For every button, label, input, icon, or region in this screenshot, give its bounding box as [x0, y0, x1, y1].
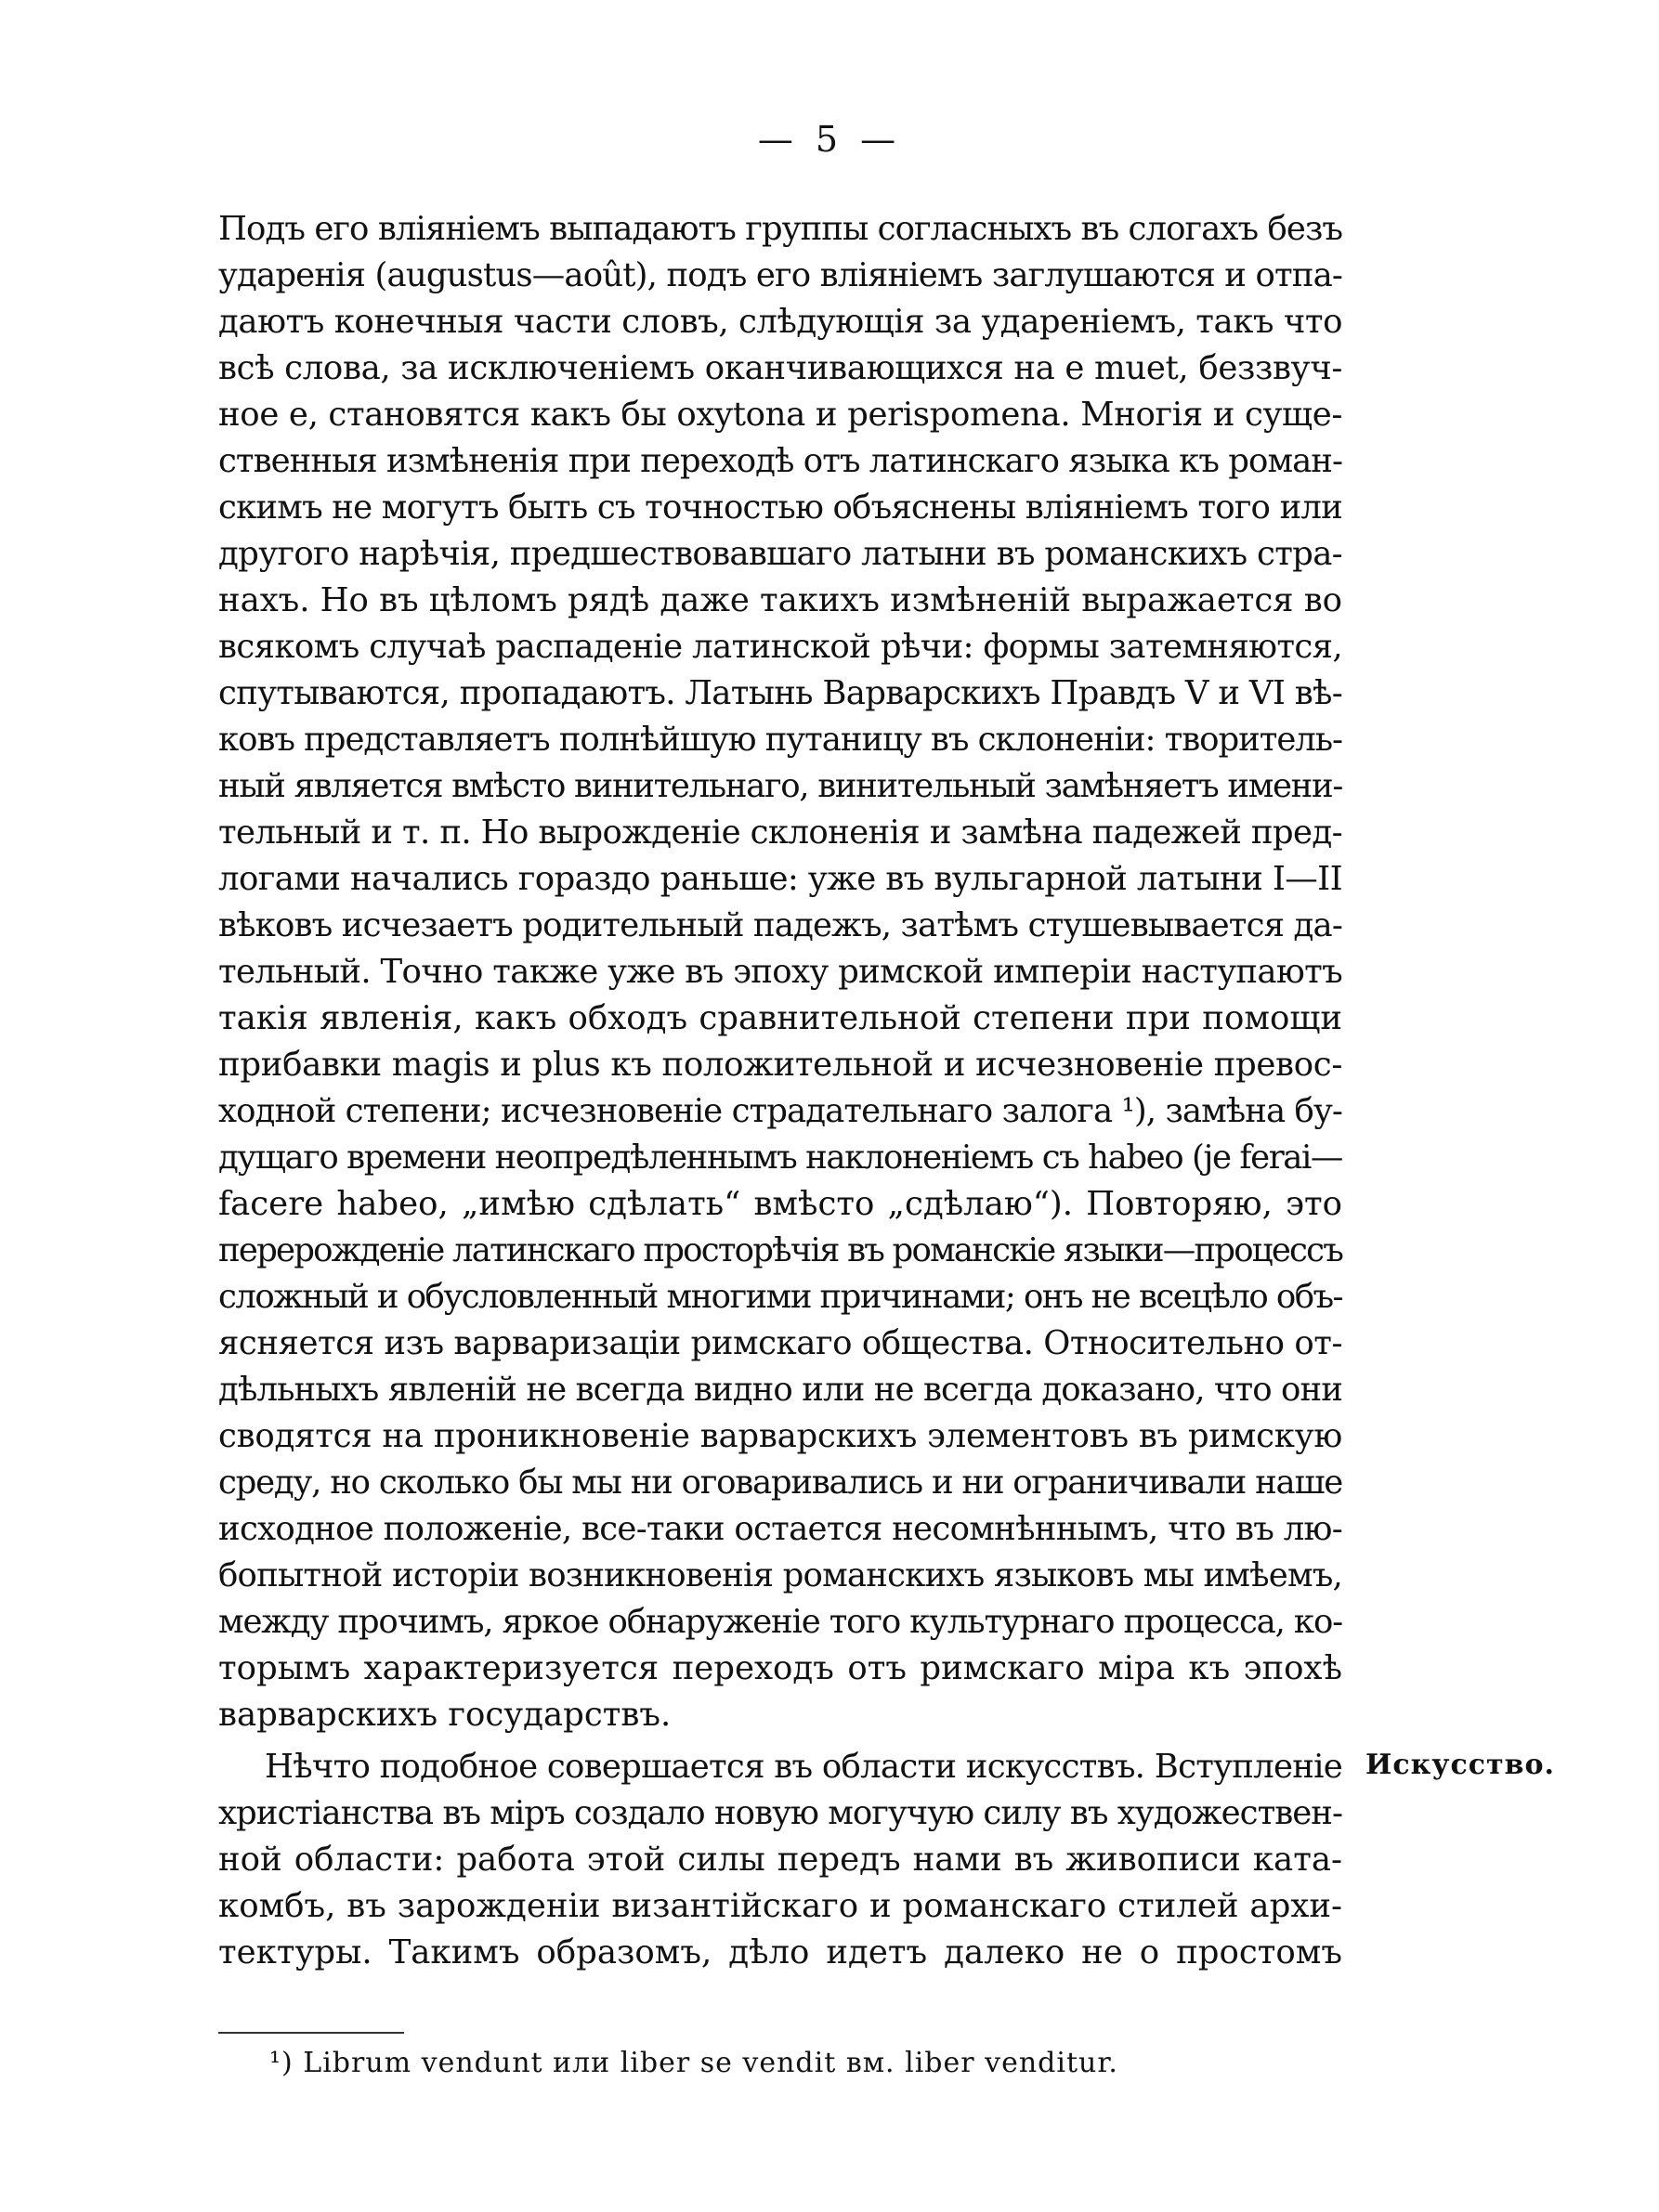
text-line: такія явленія, какъ обходъ сравнительной степени при помощи — [218, 999, 1342, 1037]
text-line: другого нарѣчія, предшествовавшаго латыни въ романскихъ стра- — [218, 535, 1342, 573]
text-line: нахъ. Но въ цѣломъ рядѣ даже такихъ измѣненій выражается во — [218, 581, 1342, 619]
page-number: — 5 — — [757, 119, 902, 160]
text-line: Подъ его вліяніемъ выпадаютъ группы согласныхъ въ слогахъ безъ — [218, 210, 1342, 248]
text-line: спутываются, пропадаютъ. Латынь Варварскихъ Правдъ V и VI вѣ- — [218, 674, 1342, 712]
text-line: торымъ характеризуется переходъ отъ римскаго міра къ эпохѣ — [218, 1649, 1342, 1687]
text-line: варварскихъ государствъ. — [218, 1696, 672, 1734]
text-line: тектуры. Такимъ образомъ, дѣло идетъ далеко не о простомъ — [218, 1933, 1342, 1971]
text-line: даютъ конечныя части словъ, слѣдующія за удареніемъ, такъ что — [218, 303, 1342, 341]
text-line: скимъ не могутъ быть съ точностью объяснены вліяніемъ того или — [218, 488, 1342, 527]
text-line: ходной степени; исчезновеніе страдательнаго залога ¹), замѣна бу- — [218, 1092, 1342, 1130]
text-line: исходное положеніе, все-таки остается несомнѣннымъ, что въ лю- — [218, 1510, 1342, 1548]
text-line: facere habeo, „имѣю сдѣлать“ вмѣсто „сдѣлаю“). Повторяю, это — [218, 1185, 1342, 1223]
text-line: вѣковъ исчезаетъ родительный падежъ, затѣмъ стушевывается да- — [218, 906, 1342, 944]
text-line: Нѣчто подобное совершается въ области искусствъ. Вступленіе — [265, 1748, 1342, 1786]
footnote — [269, 2045, 1118, 2082]
footnote-divider — [218, 2032, 404, 2034]
text-line: всякомъ случаѣ распаденіе латинской рѣчи: формы затемняются, — [218, 628, 1342, 666]
text-line: тельный. Точно также уже въ эпоху римской имперіи наступаютъ — [218, 953, 1342, 991]
text-line: ное e, становятся какъ бы oxytona и perispomena. Многія и суще- — [218, 396, 1342, 434]
text-line: прибавки magis и plus къ положительной и исчезновеніе превос- — [218, 1046, 1342, 1084]
text-line: сложный и обусловленный многими причинами; онъ не всецѣло объ- — [218, 1278, 1342, 1316]
text-line: ный является вмѣсто винительнаго, винительный замѣняетъ имени- — [218, 767, 1342, 805]
text-line: среду, но сколько бы мы ни оговаривались и ни ограничивали наше — [218, 1464, 1342, 1502]
text-line: ковъ представляетъ полнѣйшую путаницу въ склоненіи: творитель- — [218, 721, 1342, 759]
text-line: между прочимъ, яркое обнаруженіе того культурнаго процесса, ко- — [218, 1603, 1342, 1641]
text-line: ной области: работа этой силы передъ нами въ живописи ката- — [218, 1841, 1342, 1879]
text-line: логами начались гораздо раньше: уже въ вульгарной латыни I—II — [218, 860, 1342, 898]
text-line: бопытной исторіи возникновенія романскихъ языковъ мы имѣемъ, — [218, 1556, 1342, 1594]
text-line: ударенія (augustus—août), подъ его вліяніемъ заглушаются и отпа- — [218, 256, 1342, 294]
text-line: всѣ слова, за исключеніемъ оканчивающихся на e muet, беззвуч- — [218, 349, 1342, 387]
paragraph-1 — [218, 206, 1342, 1738]
paragraph-2 — [218, 1744, 1342, 1976]
text-line: перерожденіе латинскаго просторѣчія въ романскіе языки—процессъ — [218, 1231, 1342, 1269]
text-line: ственныя измѣненія при переходѣ отъ латинскаго языка къ роман- — [218, 442, 1342, 480]
text-line: комбъ, въ зарожденіи византійскаго и романскаго стилей архи- — [218, 1887, 1342, 1925]
text-line: христіанства въ міръ создало новую могучую силу въ художествен- — [218, 1794, 1342, 1832]
text-line: тельный и т. п. Но вырожденіе склоненія и замѣна падежей пред- — [218, 813, 1342, 852]
margin-note: Искусство. — [1365, 1749, 1555, 1781]
text-line: дѣльныхъ явленій не всегда видно или не всегда доказано, что они — [218, 1371, 1342, 1409]
text-line: дущаго времени неопредѣленнымъ наклоненіемъ съ habeo (je ferai— — [218, 1139, 1342, 1177]
footnote-text: Librum vendunt или liber se vendit вм. liber venditur. — [303, 2047, 1118, 2079]
text-line: сводятся на проникновеніе варварскихъ элементовъ въ римскую — [218, 1417, 1342, 1455]
text-line: ясняется изъ варваризаціи римскаго общества. Относительно от- — [218, 1324, 1342, 1362]
footnote-marker: ¹) — [269, 2047, 294, 2079]
